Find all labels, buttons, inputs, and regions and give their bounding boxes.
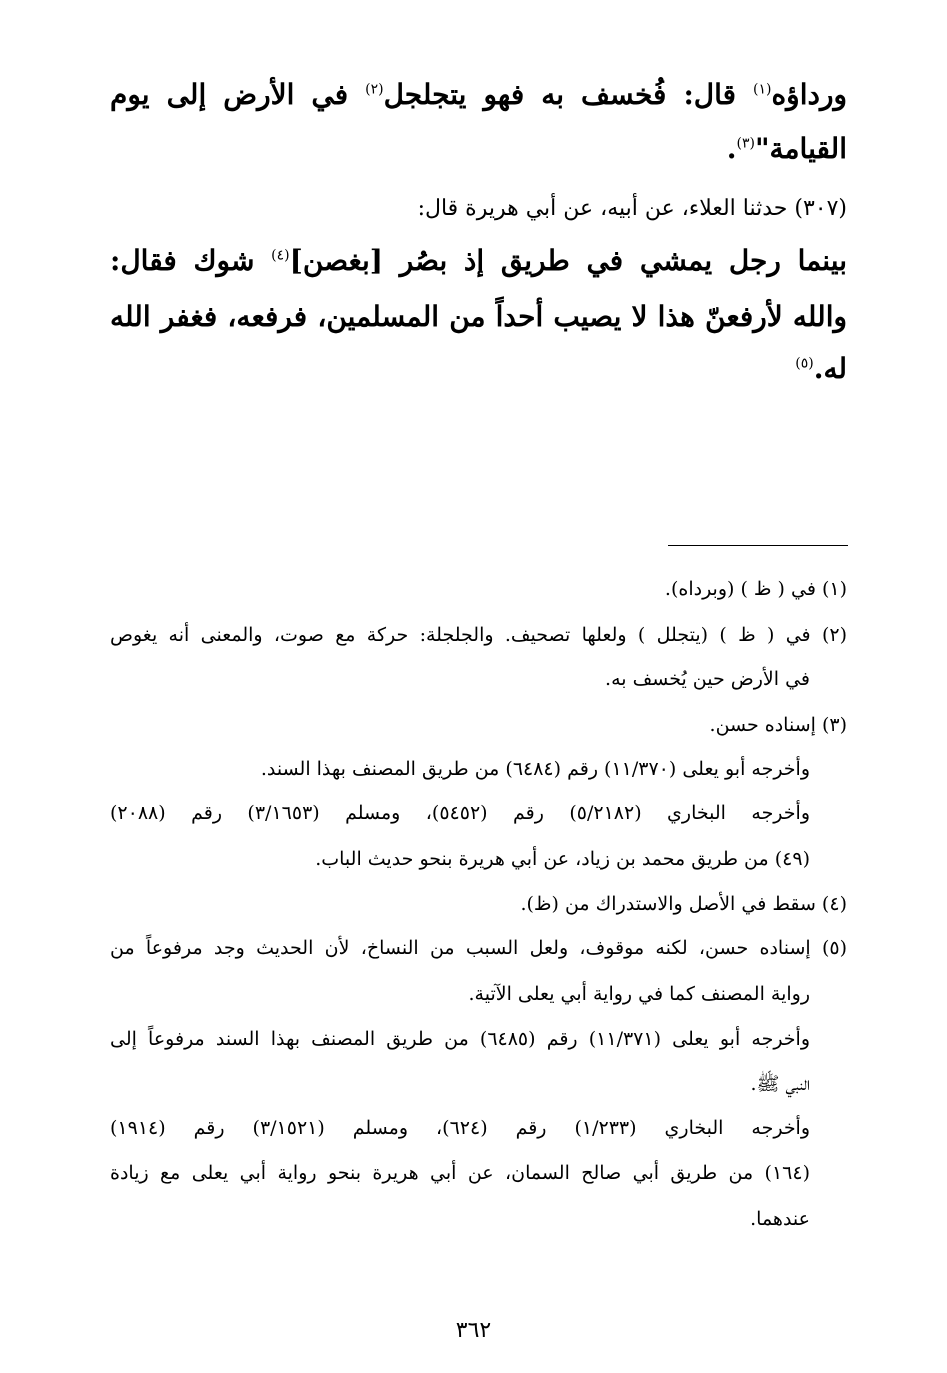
text-fragment: ورداؤه: [771, 78, 847, 111]
text-fragment: القيامة": [754, 132, 847, 165]
footnote-5-line-6: (١٦٤) من طريق أبي صالح السمان، عن أبي هريرة بنحو رواية أبي يعلى مع زيادة: [110, 1162, 810, 1184]
main-line-4: [110, 244, 847, 277]
footnote-3-line-3: وأخرجه البخاري (٥/٢١٨٢) رقم (٥٤٥٢)، ومسلم (٣/١٦٥٣) رقم (٢٠٨٨): [110, 802, 810, 824]
footnote-2-line-2: في الأرض حين يُخسف به.: [605, 668, 810, 690]
footnote-5-line-7: عندهما.: [750, 1208, 810, 1230]
footnote-5-line-5: وأخرجه البخاري (١/٢٣٣) رقم (٦٢٤)، ومسلم (٣/١٥٢١) رقم (١٩١٤): [110, 1117, 811, 1139]
footnote-ref: (٤): [271, 247, 290, 264]
footnote-ref: (١): [753, 81, 772, 98]
footnote-ref: (٢): [365, 81, 384, 98]
footnote-5-line-3: وأخرجه أبو يعلى (١١/٣٧١) رقم (٦٤٨٥) من طريق المصنف بهذا السند مرفوعاً إلى: [110, 1028, 810, 1050]
footnote-2-line-1: (٢) في ( ظ ) (يتجلل ) ولعلها تصحيف. والجلجلة: حركة مع صوت، والمعنى أنه يغوص: [110, 624, 847, 646]
text-fragment: .: [726, 132, 737, 165]
footnote-divider: [668, 545, 848, 546]
main-line-5: والله لأرفعنّ هذا لا يصيب أحداً من المسلمين، فرفعه، فغفر الله: [110, 300, 847, 333]
hadith-intro: (٣٠٧) حدثنا العلاء، عن أبيه، عن أبي هريرة قال:: [417, 196, 847, 221]
footnote-1: (١) في ( ظ ) (وبرداه).: [664, 578, 847, 600]
footnote-5-line-1: (٥) إسناده حسن، لكنه موقوف، ولعل السبب من النساخ، لأن الحديث وجد مرفوعاً من: [110, 937, 847, 959]
text-fragment: قال: فُخسف به فهو يتجلجل: [383, 78, 754, 111]
footnote-3-line-2: وأخرجه أبو يعلى (١١/٣٧٠) رقم (٦٤٨٤) من طريق المصنف بهذا السند.: [260, 758, 810, 780]
text-fragment: شوك فقال:: [110, 244, 272, 277]
footnote-ref: (٣): [736, 135, 755, 152]
text-fragment: له.: [813, 352, 847, 385]
text-fragment: في الأرض إلى يوم: [110, 78, 366, 111]
main-line-1: [110, 78, 847, 111]
footnote-5-line-4: النبي ﷺ.: [750, 1073, 810, 1095]
main-line-2: [110, 132, 847, 165]
footnote-3: (٣) إسناده حسن.: [709, 714, 847, 736]
footnote-4: (٤) سقط في الأصل والاستدراك من (ظ).: [520, 893, 847, 915]
text-fragment: بينما رجل يمشي في طريق إذ بصُر [بغصن]: [289, 244, 847, 277]
footnote-3-line-4: (٤٩) من طريق محمد بن زياد، عن أبي هريرة بنحو حديث الباب.: [315, 848, 810, 870]
footnote-5-line-2: رواية المصنف كما في رواية أبي يعلى الآتية.: [468, 983, 810, 1005]
page-number: ٣٦٢: [455, 1318, 492, 1343]
footnote-ref: (٥): [795, 355, 814, 372]
main-line-6: [110, 352, 847, 385]
